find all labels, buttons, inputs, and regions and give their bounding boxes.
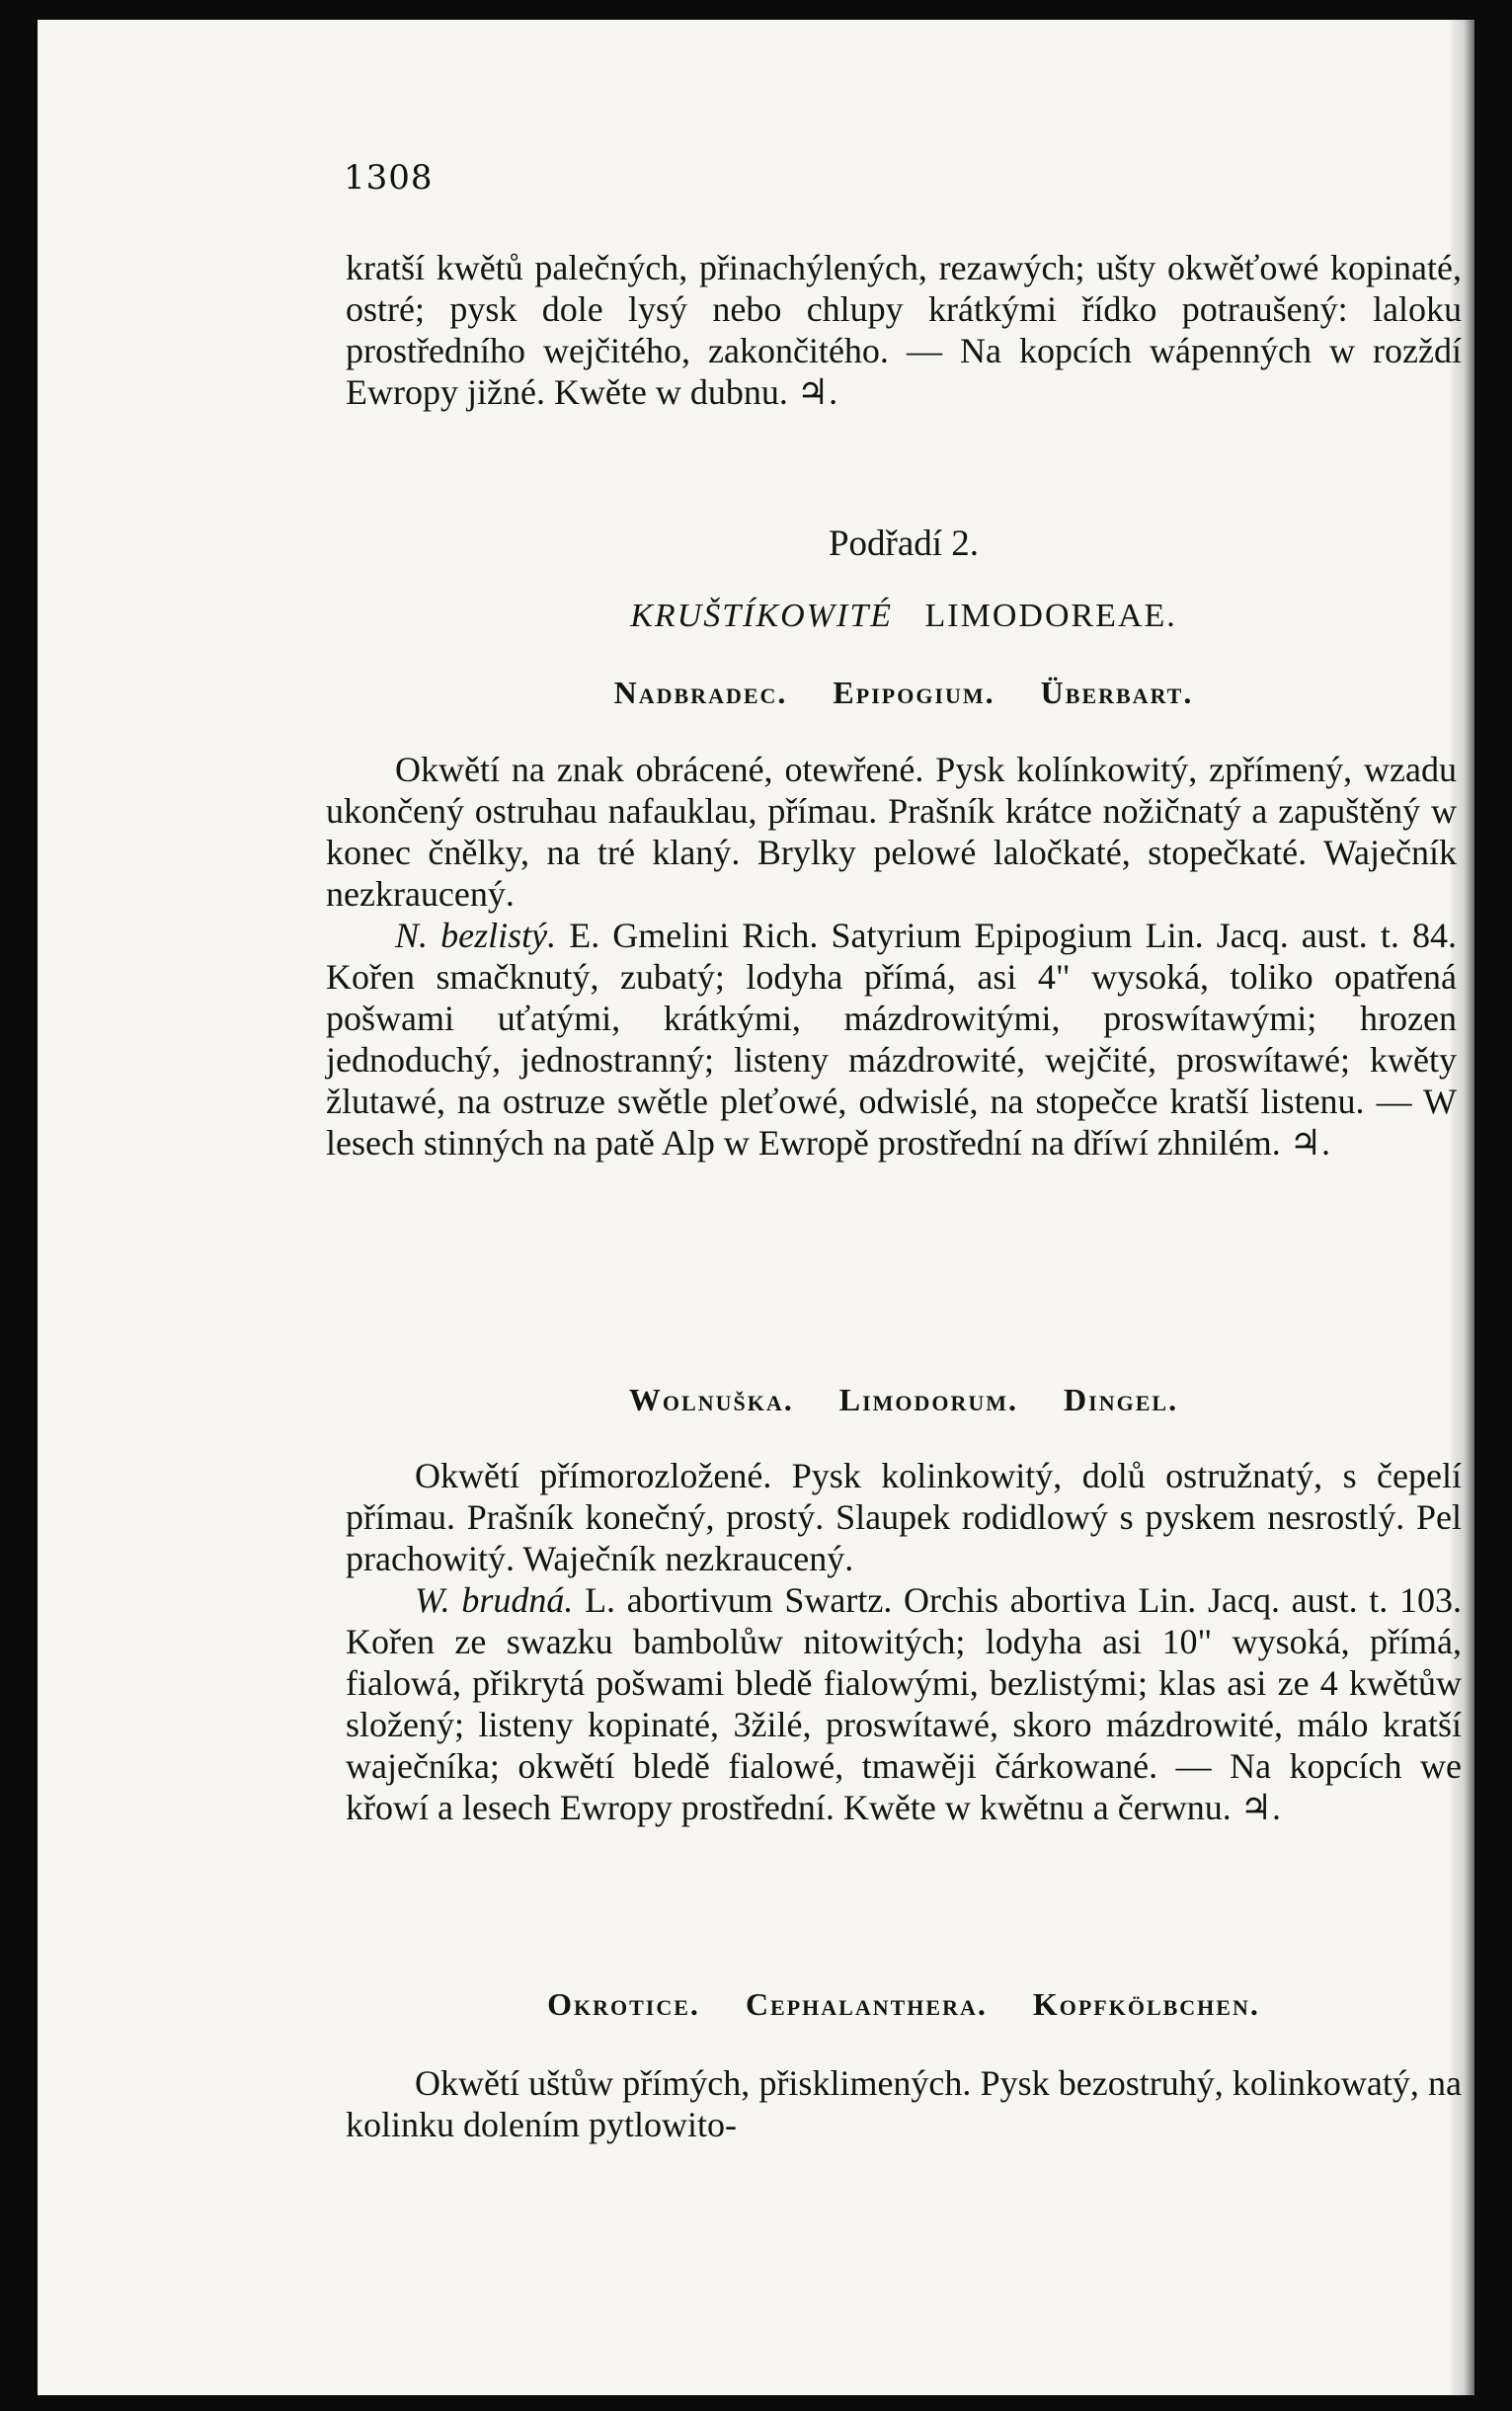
species-name: W. brudná. [415, 1580, 574, 1620]
book-page [38, 20, 1474, 2395]
genus-description: Okwětí přímorozložené. Pysk kolinkowitý, dolů ostružnatý, s čepelí přímau. Prašník konečný, prostý. Slaupek rodidlowý s pyskem nesrostlý. Pel prachowitý. Waječník nezkraucený. [346, 1456, 1462, 1578]
page-number: 1308 [344, 158, 434, 198]
genus-heading-cephalanthera [346, 1983, 1462, 2025]
species-description: E. Gmelini Rich. Satyrium Epipogium Lin. Jacq. aust. t. 84. Kořen smačknutý, zubatý; lodyha přímá, asi 4" wysoká, toliko opatřená pošwami uťatými, krátkými, mázdrowitými, proswítawými; hrozen jednoduchý, jednostranný; listeny mázdrowité, wejčité, proswítawé; kwěty žlutawé, na ostruze swětle pleťowé, odwislé, na stopečce kratší listenu. — W lesech stinných na patě Alp w Ewropě prostřední na dříwí zhnilém. ♃. [326, 916, 1457, 1163]
genus-latin-name: Cephalanthera. [745, 1986, 988, 2022]
paragraph-continuation: kratší kwětů palečných, přinachýlených, rezawých; ušty okwěťowé kopinaté, ostré; pysk dole lysý nebo chlupy krátkými řídko potraušený: laloku prostředního wejčitého, zakončitého. — Na kopcích wápenných w rozždí Ewropy jižné. Kwěte w dubnu. ♃. [346, 248, 1462, 412]
genus-description-block [346, 1455, 1462, 1828]
family-latin-name: LIMODOREAE. [924, 598, 1177, 634]
genus-description: Okwětí uštůw přímých, přisklimených. Pysk bezostruhý, kolinkowatý, na kolinku dolením pytlowito- [346, 2063, 1462, 2144]
genus-heading-limodorum [346, 1379, 1462, 1420]
genus-description-block [326, 749, 1457, 1164]
family-heading [346, 596, 1462, 637]
genus-czech-name: Okroticе. [547, 1986, 700, 2022]
species-entry [326, 915, 1457, 1164]
genus-heading-epipogium [346, 672, 1462, 713]
genus-czech-name: Nadbradec. [613, 675, 788, 710]
family-czech-name: KRUŠTÍKOWITÉ [630, 598, 894, 634]
suborder-heading: Podřadí 2. [828, 523, 980, 564]
genus-german-name: Überbart. [1040, 675, 1194, 710]
species-name: N. bezlistý. [395, 916, 557, 955]
genus-czech-name: Wolnuška. [628, 1382, 794, 1417]
species-description: L. abortivum Swartz. Orchis abortiva Lin. Jacq. aust. t. 103. Kořen ze swazku bambolůw nitowitých; lodyha asi 10" wysoká, přímá, fialowá, přikrytá pošwami bledě fialowými, bezlistými; klas asi ze 4 kwětůw složený; listeny kopinaté, 3žilé, proswítawé, skoro mázdrowité, málo kratší waječníka; okwětí bledě fialowé, tmawěji čárkowané. — Na kopcích we křowí a lesech Ewropy prostřední. Kwěte w kwětnu a čerwnu. ♃. [346, 1580, 1462, 1827]
genus-german-name: Kopfkölbchen. [1032, 1986, 1260, 2022]
species-entry [346, 1579, 1462, 1828]
genus-latin-name: Limodorum. [838, 1382, 1019, 1417]
genus-description: Okwětí na znak obrácené, otewřené. Pysk kolínkowitý, zpřímený, wzadu ukončený ostruhau nafauklau, přímau. Prašník krátce nožičnatý a zapuštěný w konec čnělky, na tré klaný. Brylky pelowé laločkaté, stopečkaté. Waječník nezkraucený. [326, 750, 1457, 914]
genus-latin-name: Epipogium. [833, 675, 995, 710]
genus-german-name: Dingel. [1064, 1382, 1179, 1417]
genus-description-block [346, 2062, 1462, 2145]
